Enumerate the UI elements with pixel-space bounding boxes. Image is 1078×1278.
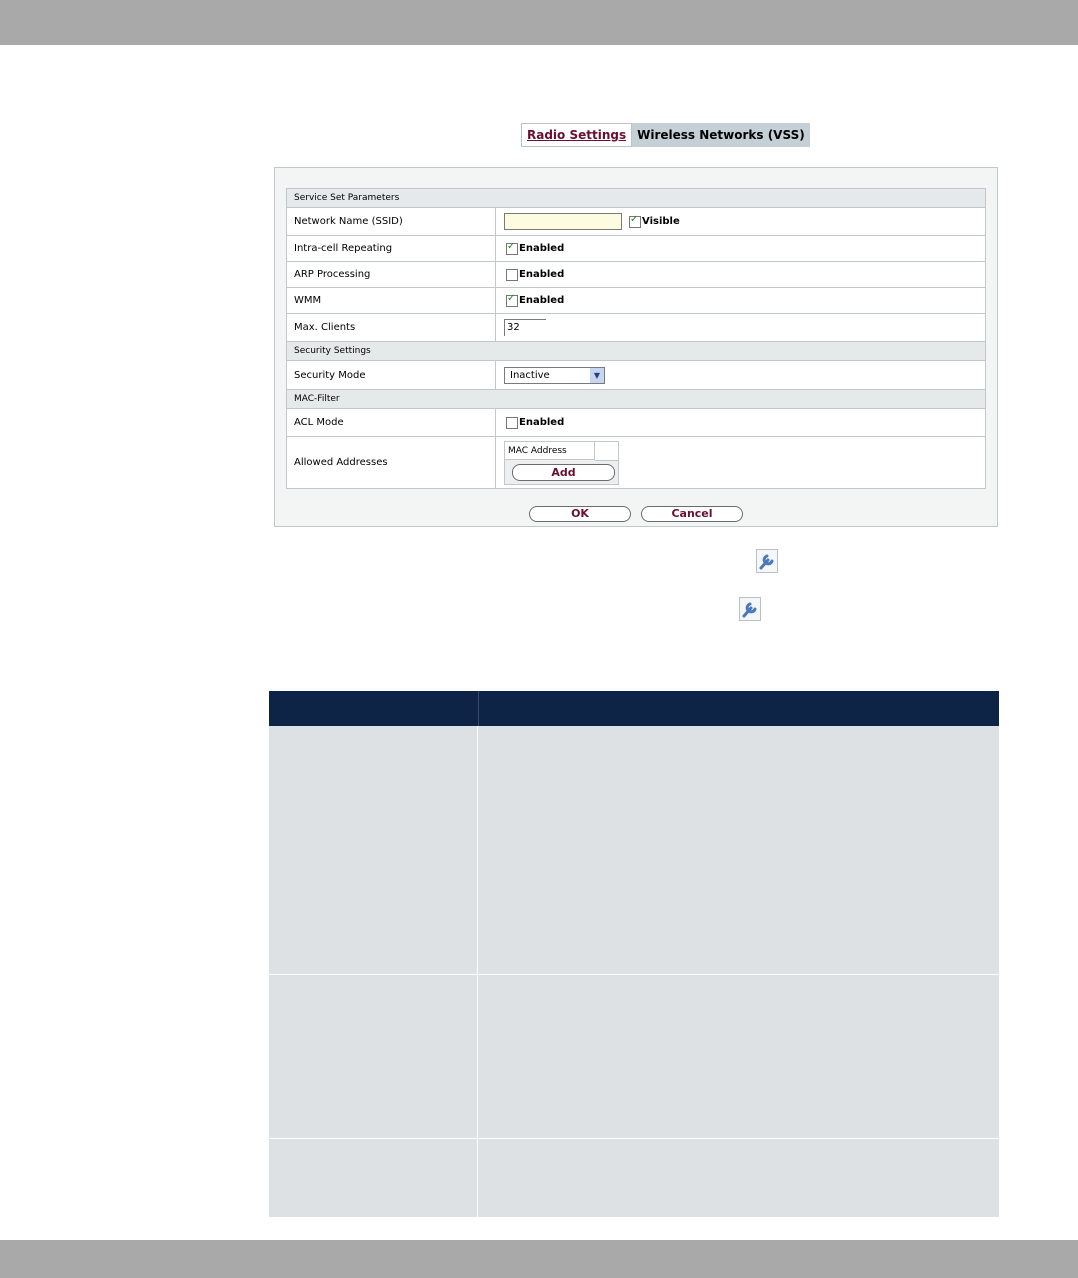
row-arp [287, 262, 985, 288]
visible-checkbox[interactable] [629, 216, 641, 228]
wmm-option: Enabled [519, 295, 565, 306]
table-row [269, 975, 999, 1139]
row-intra-cell [287, 236, 985, 262]
intra-cell-value-cell [495, 236, 986, 261]
ssid-value-cell [495, 208, 986, 235]
intra-cell-label: Intra-cell Repeating [294, 243, 393, 254]
mac-address-table [504, 441, 619, 485]
security-mode-value: Inactive [510, 370, 550, 381]
row-security-mode [287, 361, 985, 390]
security-mode-label: Security Mode [294, 369, 366, 381]
section-header-service-set: Service Set Parameters [287, 189, 985, 208]
row-ssid [287, 208, 985, 236]
row-acl-mode [287, 409, 985, 437]
settings-form [286, 188, 986, 489]
max-clients-value-cell [495, 314, 986, 341]
arp-value-cell [495, 262, 986, 287]
acl-mode-value-cell [495, 409, 986, 436]
arp-label: ARP Processing [294, 269, 371, 280]
wrench-icon-graphic [757, 550, 777, 572]
mac-address-column-blank [595, 442, 618, 461]
mac-address-column-header: MAC Address [505, 442, 595, 460]
acl-mode-checkbox[interactable] [506, 417, 518, 429]
table-cell [269, 1139, 478, 1217]
description-table-header [269, 691, 999, 726]
max-clients-input[interactable]: 32 [504, 319, 546, 336]
security-mode-select[interactable] [504, 367, 605, 384]
arp-checkbox[interactable] [506, 269, 518, 281]
bottom-bar [0, 1240, 1078, 1278]
section-header-security: Security Settings [287, 342, 985, 361]
header-cell-field [269, 691, 479, 726]
ok-button[interactable]: OK [529, 506, 631, 522]
ssid-input[interactable] [504, 213, 622, 230]
table-row [269, 726, 999, 975]
acl-mode-label: ACL Mode [294, 417, 344, 428]
chevron-down-icon[interactable]: ▼ [590, 368, 604, 383]
ssid-label: Network Name (SSID) [294, 216, 403, 227]
max-clients-label: Max. Clients [294, 322, 356, 333]
top-bar [0, 0, 1078, 45]
acl-mode-checkbox-wrap[interactable] [506, 417, 564, 429]
table-cell [269, 726, 478, 974]
arp-option: Enabled [519, 269, 565, 280]
intra-cell-option: Enabled [519, 243, 565, 254]
wmm-label: WMM [294, 295, 322, 306]
add-mac-button[interactable]: Add [512, 464, 615, 481]
wrench-icon-graphic [740, 598, 760, 620]
security-mode-value-cell [495, 361, 986, 389]
intra-cell-checkbox[interactable] [506, 243, 518, 255]
section-header-mac-filter: MAC-Filter [287, 390, 985, 409]
intra-cell-checkbox-wrap[interactable] [506, 243, 564, 255]
allowed-addresses-label: Allowed Addresses [294, 457, 388, 468]
settings-panel [274, 167, 998, 527]
wrench-icon [739, 597, 761, 621]
wmm-value-cell [495, 288, 986, 313]
cancel-button[interactable]: Cancel [641, 506, 743, 522]
wmm-checkbox[interactable] [506, 295, 518, 307]
visible-label: Visible [642, 216, 680, 227]
acl-mode-option: Enabled [519, 417, 565, 428]
table-cell [269, 975, 478, 1138]
tab-radio-settings[interactable]: Radio Settings [521, 123, 632, 147]
visible-checkbox-wrap[interactable] [629, 216, 680, 228]
tab-wireless-networks[interactable]: Wireless Networks (VSS) [632, 123, 810, 147]
tab-bar [521, 123, 810, 147]
allowed-addresses-value-cell [495, 437, 986, 488]
wrench-icon [756, 549, 778, 573]
row-wmm [287, 288, 985, 314]
row-allowed-addresses [287, 437, 985, 488]
table-row [269, 1139, 999, 1218]
wmm-checkbox-wrap[interactable] [506, 295, 564, 307]
row-max-clients [287, 314, 985, 342]
arp-checkbox-wrap[interactable] [506, 269, 564, 281]
